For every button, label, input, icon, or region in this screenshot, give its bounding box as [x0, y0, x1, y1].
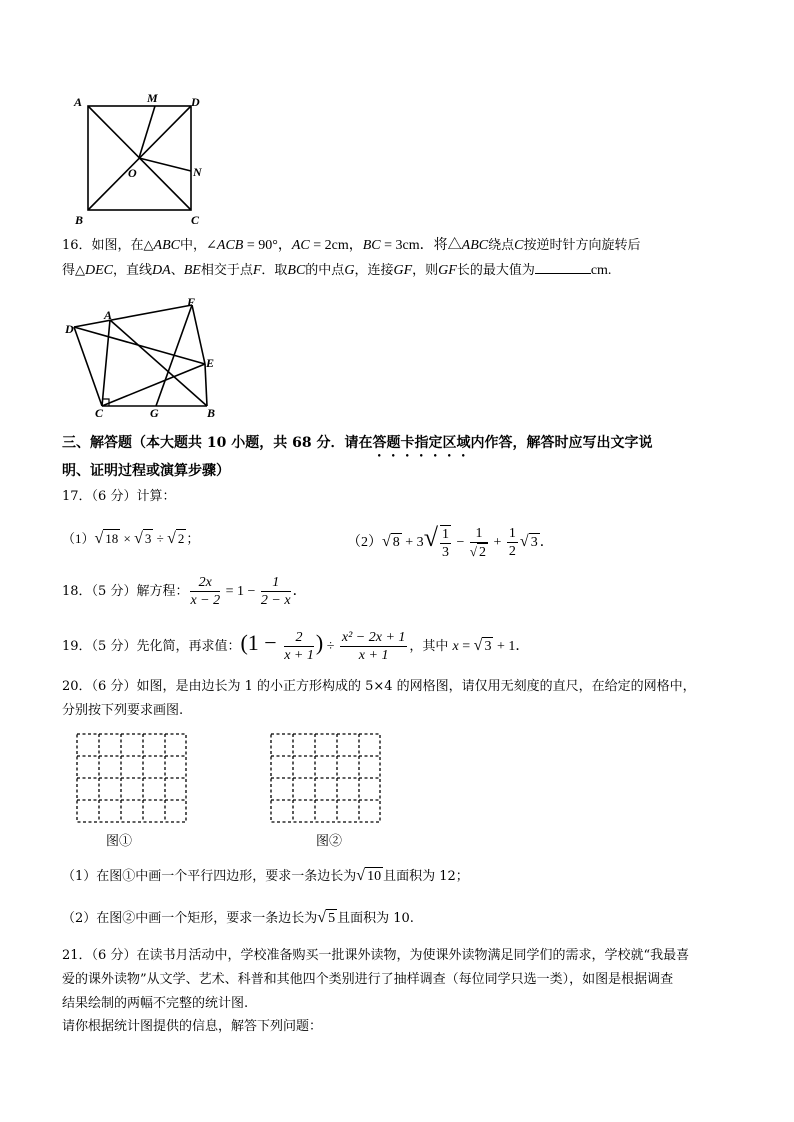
q16-text: = 2cm， [309, 238, 363, 253]
line-eb [205, 364, 207, 406]
label-a: A [104, 308, 113, 322]
fraction: $\frac{1}{3}$ [441, 526, 449, 560]
label-o: O [128, 166, 137, 180]
q16-text: = 90°， [243, 238, 292, 253]
fraction: $\frac{1}{2 - x}$ [260, 575, 291, 609]
radicand: 3 [144, 531, 152, 546]
label-n: N [193, 165, 202, 179]
section3-text: 三、解答题（本大题共 10 小题，共 68 分．请在 [62, 435, 373, 451]
q16-text: 按逆时针方向旋转后 [523, 238, 641, 253]
label-d: D [191, 95, 200, 109]
operator: = 1 − [222, 584, 259, 599]
part-label: （2） [347, 535, 382, 550]
q20-text: （2）在图②中画一个矩形，要求一条边长为 [62, 911, 318, 926]
q16-line2 [62, 259, 611, 282]
q17-part1: （1）√ 18 × √ 3 ÷ √ 2 ； [62, 530, 200, 547]
q16-var: ABC [153, 238, 180, 253]
operator: = [458, 639, 474, 654]
punct: + 1． [493, 639, 530, 654]
fraction: $\frac{1}{2}$ [508, 526, 516, 560]
q16-var: DEC [85, 263, 113, 278]
q16-var: BC [287, 263, 306, 278]
radicand: 3 [484, 639, 492, 654]
q20-text: （1）在图①中画一个平行四边形，要求一条边长为 [62, 869, 357, 884]
figure2-caption: 图② [316, 834, 343, 849]
part-label: （1） [62, 531, 95, 546]
label-m: M [147, 92, 158, 105]
fraction: $\frac{2}{x + 1}$ [284, 630, 314, 664]
radicand: 2 [177, 531, 185, 546]
q16-var: BC [362, 238, 381, 253]
q16-unit: cm. [590, 263, 612, 278]
q19: 19．（5 分）先化简，再求值：(1 − $\frac{2}{x + 1}$ ) ÷ $\frac{\text{x² − 2x + 1}}{x + 1}$ ，其中 x = √ 3 + 1． [62, 630, 530, 664]
operator: + [490, 535, 505, 550]
section3-heading-line2: 明、证明过程或演算步骤） [62, 463, 230, 479]
q21-line1: 21．（6 分）在读书月活动中，学校准备购买一批课外读物，为使课外读物满足同学们的需求，学校就“我最喜 [62, 948, 690, 963]
label-c: C [191, 213, 200, 227]
q16-text: ，则 [412, 263, 439, 278]
q18-title: 18．（5 分）解方程： [62, 584, 189, 599]
label-d: D [65, 322, 74, 336]
answer-blank[interactable] [535, 259, 591, 274]
label-c: C [95, 406, 104, 419]
figure1-caption: 图① [106, 834, 133, 849]
label-b: B [207, 406, 216, 419]
q17-title: 17．（6 分）计算： [62, 489, 176, 504]
q20-part1: （1）在图①中画一个平行四边形，要求一条边长为√ 10 且面积为 12； [62, 867, 469, 884]
line-dc [74, 327, 102, 406]
section3-heading-line1 [62, 432, 652, 460]
label-b: B [75, 213, 84, 227]
punct: ． [292, 584, 307, 599]
q16-text: ，连接 [354, 263, 394, 278]
q17-part2: （2）√ 8 + 3√ $\frac{1}{3}$ − $\frac{1}{√ 2}$ + $\frac{1}{2}$ √ 3 ． [347, 523, 554, 560]
radicand: 8 [392, 535, 400, 550]
q16-var: C [514, 238, 524, 253]
triangle-figure [62, 294, 227, 419]
q19-title: 19．（5 分）先化简，再求值： [62, 639, 241, 654]
q16-text: 长的最大值为 [456, 263, 535, 278]
fraction: $\frac{2x}{x - 2}$ [190, 575, 221, 609]
line-ab [110, 320, 207, 406]
line-df [74, 305, 192, 327]
q19-text: ，其中 [409, 639, 453, 654]
q20-line2: 分别按下列要求画图. [62, 703, 184, 718]
q20-text: 且面积为 12； [383, 869, 469, 884]
grid-figure-2[interactable] [270, 733, 382, 825]
label-a: A [74, 95, 83, 109]
line-ce [102, 364, 205, 406]
label-g: G [150, 406, 159, 419]
radicand: 5 [328, 911, 336, 926]
q16-var: GF [438, 263, 457, 278]
q16-text: ，直线 [113, 263, 153, 278]
line-ac [102, 320, 110, 406]
q18 [62, 572, 307, 612]
q16-text: 绕点 [488, 238, 515, 253]
q16-var: ACB [216, 238, 244, 253]
label-f: F [187, 295, 196, 309]
q16-text: 相交于点 [200, 263, 253, 278]
q16-var: GF [393, 263, 413, 278]
q16-line1 [62, 235, 640, 257]
punct: ； [186, 531, 200, 546]
q16-text: 中，∠ [180, 238, 217, 253]
radicand: 10 [367, 869, 382, 884]
operator: ÷ [323, 639, 338, 654]
variable: x [452, 639, 459, 654]
q21-line4: 请你根据统计图提供的信息，解答下列问题： [62, 1019, 323, 1034]
q16-text: ．取 [261, 263, 288, 278]
q16-var: BE [183, 263, 201, 278]
q16-text: = 3cm．将△ [380, 238, 462, 253]
operator: × [120, 531, 135, 546]
q16-var: DA [152, 263, 171, 278]
q16-text: 得△ [62, 263, 85, 278]
q16-var: AC [291, 238, 310, 253]
square-figure [70, 92, 210, 230]
q20-text: 且面积为 10. [337, 911, 414, 926]
radicand: 3 [530, 535, 538, 550]
operator: + 3 [401, 535, 424, 550]
radicand: 18 [105, 531, 119, 546]
operator: − [452, 535, 468, 550]
fraction: $\frac{1}{√ 2}$ [469, 525, 487, 560]
q16-var: G [344, 263, 355, 278]
operator: ÷ [153, 531, 168, 546]
q21-line2: 爱的课外读物”从文学、艺术、科普和其他四个类别进行了抽样调查（每位同学只选一类），如图是根据调查 [62, 972, 674, 987]
q20-line1: 20．（6 分）如图，是由边长为 1 的小正方形构成的 5×4 的网格图，请仅用无刻度的直尺，在给定的网格中， [62, 679, 696, 694]
q16-var: F [252, 263, 262, 278]
label-e: E [206, 356, 215, 370]
line-fe [192, 305, 205, 364]
section3-emphasis: 答题卡指定区域 [372, 435, 471, 451]
q21-line3: 结果绘制的两幅不完整的统计图. [62, 996, 249, 1011]
q16-text: 的中点 [305, 263, 345, 278]
q16-text: 16．如图，在△ [62, 238, 154, 253]
q16-var: ABC [461, 238, 489, 253]
q20-part2: （2）在图②中画一个矩形，要求一条边长为√ 5 且面积为 10. [62, 909, 414, 926]
punct: ． [539, 535, 554, 550]
q16-text: 、 [170, 263, 184, 278]
grid-figure-1[interactable] [76, 733, 188, 825]
paren: ) [315, 630, 324, 655]
fraction: $\frac{\text{x² − 2x + 1}}{x + 1}$ [341, 630, 406, 664]
paren: (1 − [240, 630, 283, 655]
section3-text: 内作答，解答时应写出文字说 [470, 435, 653, 451]
